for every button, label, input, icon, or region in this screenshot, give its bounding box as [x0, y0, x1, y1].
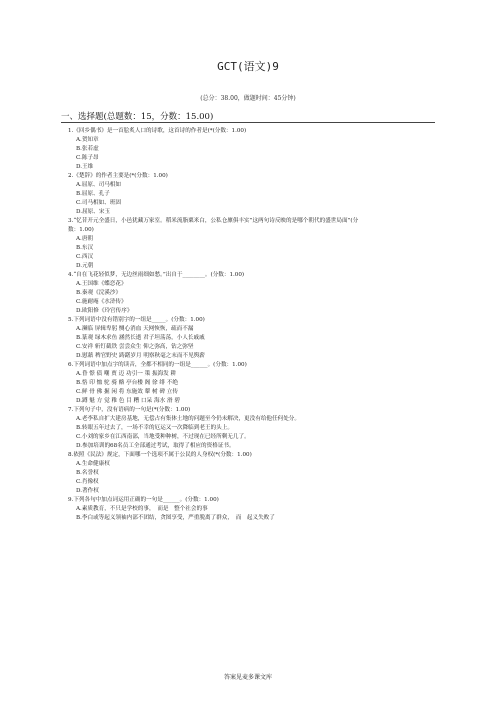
answer-option: D.屈原、宋玉 — [76, 209, 111, 215]
answer-option: A.贺知章 — [76, 137, 99, 143]
answer-option: D.欧阳修《玲官传序》 — [76, 308, 133, 314]
answer-option: B.转眼五年过去了，一场不幸的厄运又一次降临到老王的头上。 — [76, 425, 233, 431]
question-text: 8.依照《民法》规定，下面哪一个选项不属于公民的人身权(*(分数：1.00) — [68, 452, 252, 458]
answer-option: A.老李私自扩大建房基地，无偿占有集体土地的问题至今仍未解决，更没有给他任何处分。 — [76, 416, 300, 422]
page-footer: 答案见麦多课文库 — [223, 674, 272, 681]
answer-option: D.著作权 — [76, 488, 99, 494]
answer-option: B.篆观 绿木求鱼 涵然长逝 君子坦荡荡，小人长戚戚 — [76, 335, 205, 341]
answer-option: C.肖像权 — [76, 479, 99, 485]
question-item — [68, 361, 448, 406]
answer-option: C.鲜 骨 佛 掘 闲 将 东施效 颦 树 碑 立传 — [76, 389, 178, 395]
question-text: 6.下列词语中加点字的读音，全都不相同的一组是______。(分数：1.00) — [68, 362, 247, 368]
question-text: 4.“自在飞花轻似梦，无边丝雨细如愁。”出自于________。(分数：1.00) — [68, 272, 245, 278]
answer-option: B.恪 印 恤 驼 骑 酪 亭台楼 阁 徐 绯 不绝 — [76, 380, 178, 386]
question-item — [68, 217, 448, 271]
answer-option: A.濒临 屏辑卑躬 恻心消血 天网恢恢，疏而不漏 — [76, 326, 194, 332]
answer-option: C.施耐庵《水浒传》 — [76, 299, 127, 305]
question-item — [68, 406, 448, 451]
answer-option: B.张若虚 — [76, 146, 99, 152]
answer-option: D.参加培训的68名员工全部通过考试，取得了相应的资格证书。 — [76, 443, 235, 449]
answer-option: B.屈原、孔子 — [76, 191, 110, 197]
section-divider — [61, 122, 435, 123]
answer-option: B.东汉 — [76, 245, 94, 251]
question-text: 5.下列词语中没有错别字的一组是_____。(分数：1.00) — [68, 317, 205, 323]
question-text: 9.下列各句中加点词运用正确的一句是______。(分数：1.00) — [68, 497, 219, 503]
question-item — [68, 316, 448, 361]
answer-option: D.元朝 — [76, 263, 94, 269]
answer-option: C.小刘的家乡在江西南部，当地受种种树，不过现在已经所剩无几了。 — [76, 434, 250, 440]
answer-option: A.昏 憬 债 嘲 贾 迈 功引一 策 振海发 耕 — [76, 371, 177, 377]
question-list — [68, 127, 448, 523]
answer-option: B.秦观《浣溪沙》 — [76, 290, 122, 296]
section-heading: 一、选择题(总题数：15，分数：15.00) — [61, 112, 214, 122]
question-text: 1.《回乡偶书》是一首脍炙人口的诗歌，这首诗的作者是(*(分数：1.00) — [68, 128, 247, 134]
answer-option: C.陈子昂 — [76, 155, 99, 161]
answer-option: C.西汉 — [76, 254, 94, 260]
answer-option: A.唐朝 — [76, 236, 94, 242]
question-text: 7.下列句子中，没有语病的一句是(*(分数：1.00) — [68, 407, 191, 413]
question-item — [68, 127, 448, 172]
answer-option: C.司马相如、班固 — [76, 200, 122, 206]
question-item — [68, 451, 448, 496]
answer-option: A.王国维《蝶恋花》 — [76, 281, 127, 287]
question-item — [68, 172, 448, 217]
question-item — [68, 271, 448, 316]
document-title: GCT(语文)9 — [217, 60, 279, 73]
answer-option: A.屈原、司马相如 — [76, 182, 121, 188]
document-subtitle: (总分：38.00，做题时间：45分钟) — [200, 95, 296, 102]
answer-option: B.李白或等起义领袖内部不团结，贪图享受，严重脱离了群众， 而 起义失败了 — [76, 515, 275, 521]
answer-option: C.安祥 斩钉截铁 尝尝众生 仰之弥高，钻之弥坚 — [76, 344, 194, 350]
answer-option: D.王维 — [76, 164, 94, 170]
answer-option: B.名誉权 — [76, 470, 99, 476]
answer-option: D.蹲 魁 方 觉 稚 色 目 糟 口呆 海水 滑 碧 — [76, 398, 180, 404]
answer-option: A.素质教育，不只是学校的事， 而是 整个社会的事 — [76, 506, 208, 512]
answer-option: D.慰藉 稗官野史 踌躇岁月 明察秋毫之末而不见舆薪 — [76, 353, 205, 359]
question-text: 3.“忆昔开元全盛日，小邑犹藏万家室。稻米流脂粟米白，公私仓廪俱丰实”这两句诗反映的是哪个朝代的盛世局面”(分数：1.00) — [68, 218, 359, 233]
question-item — [68, 496, 448, 523]
answer-option: A.生命健康权 — [76, 461, 110, 467]
question-text: 2.《楚辞》的作者主要是(*(分数：1.00) — [68, 173, 168, 179]
